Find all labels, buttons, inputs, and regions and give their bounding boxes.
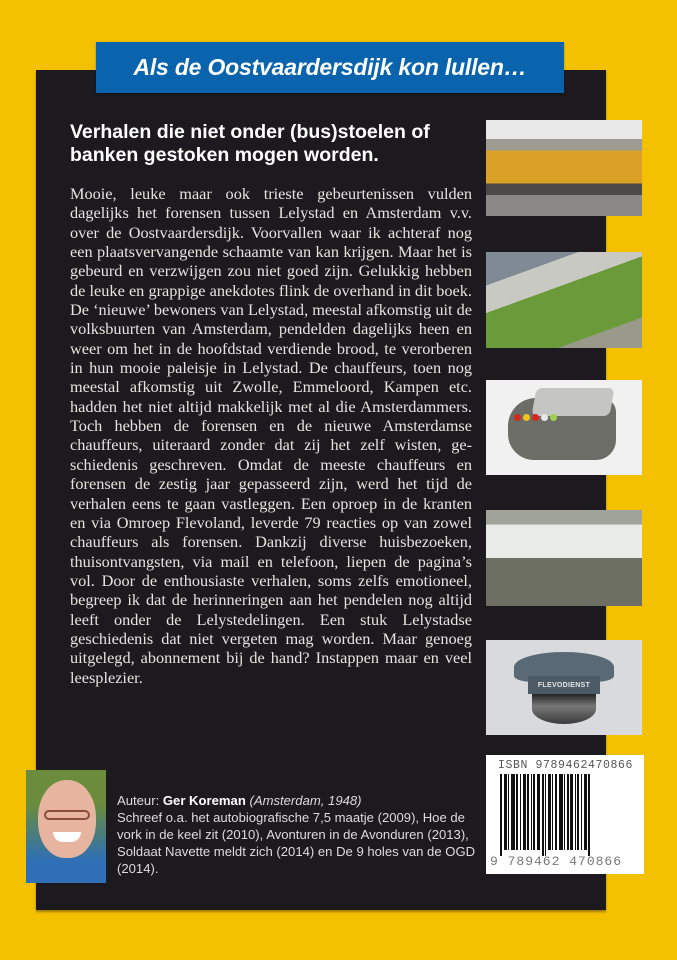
bus-interior-passengers-photo xyxy=(486,510,642,606)
glasses-icon xyxy=(44,810,90,820)
machine-top xyxy=(532,388,615,416)
isbn-barcode xyxy=(486,755,644,874)
title-banner xyxy=(96,42,564,93)
author-label: Auteur: xyxy=(117,793,160,808)
yellow-buses-photo xyxy=(486,120,642,216)
cap-visor xyxy=(532,694,596,724)
driver-cap-photo xyxy=(486,640,642,735)
dike-road-car-photo xyxy=(486,252,642,348)
isbn-label: ISBN 9789462470866 xyxy=(498,759,634,772)
author-info xyxy=(117,792,477,877)
author-origin: (Amsterdam, 1948) xyxy=(249,793,362,808)
subtitle: Verhalen die niet onder (bus)stoelen of banken gestoken mogen worden. xyxy=(70,121,430,166)
ticket-machine-photo xyxy=(486,380,642,475)
book-title: Als de Oostvaardersdijk kon lullen… xyxy=(133,54,527,80)
author-photo xyxy=(26,770,106,883)
blurb-text: Mooie, leuke maar ook trieste gebeurtenissen vulden dagelijks het forensen tussen Lelystad en Amsterdam v.v. over de Oostvaardersdijk. Voorvallen waar ik achteraf nog een plaatsvervangende schaamte van kan krijgen. Maar het is gebeurd en verzwijgen zou niet goed zijn. Gelukkig hebben de leuke en grappige anekdotes flink de overhand in dit boek. De ‘nieuwe’ bewoners van Lelystad, meestal afkomstig uit de volksbuurten van Amsterdam, pendelden dagelijks heen en weer om het in de hoofdstad verdiende brood, te verorberen in hun mooie paleisje in Lelystad. De chauffeurs, toen nog meestal afkomstig uit Zwolle, Emmeloord, Kampen etc. hadden het niet altijd makkelijk met al die Amsterdammers. Toch hebben de forensen en de nieuwe Amsterdamse chauffeurs, uiteraard zonder dat zij het zelf wisten, geschiedenis geschreven. Omdat de meeste chauffeurs en forensen de zestig jaar gepasseerd zijn, werd het tijd de verhalen eens te gaan vastleggen. Een oproep in de kranten en via Omroep Flevoland, leverde 79 reacties op van zowel chauffeurs als forensen. Dankzij diverse huisbezoeken, thuisontvangsten, via mail en telefoon, liepen de pagina’s vol. Door de enthousiaste verhalen, soms zelfs emotioneel, begreep ik dat de herinneringen aan het pendelen nog altijd leeft onder de Lelystedelingen. Een stuk Lelystadse geschiedenis dat niet vergeten mag worden. Maar genoeg uitgelegd, abonnement bij de hand? Instappen maar en veel leesplezier. xyxy=(70,184,472,687)
cap-band-label: FLEVODIENST xyxy=(528,676,600,694)
author-bio: Schreef o.a. het autobiografische 7,5 maatje (2009), Hoe de vork in de keel zit (2010), Avonturen in de Avonduren (2013), Soldaat Navette meldt zich (2014) en De 9 holes van de OGD (2014). xyxy=(117,810,476,876)
machine-keys xyxy=(514,414,557,421)
barcode-bars xyxy=(500,774,628,855)
author-name: Ger Koreman xyxy=(162,793,246,808)
isbn-digits: 9 789462 470866 xyxy=(490,854,623,869)
